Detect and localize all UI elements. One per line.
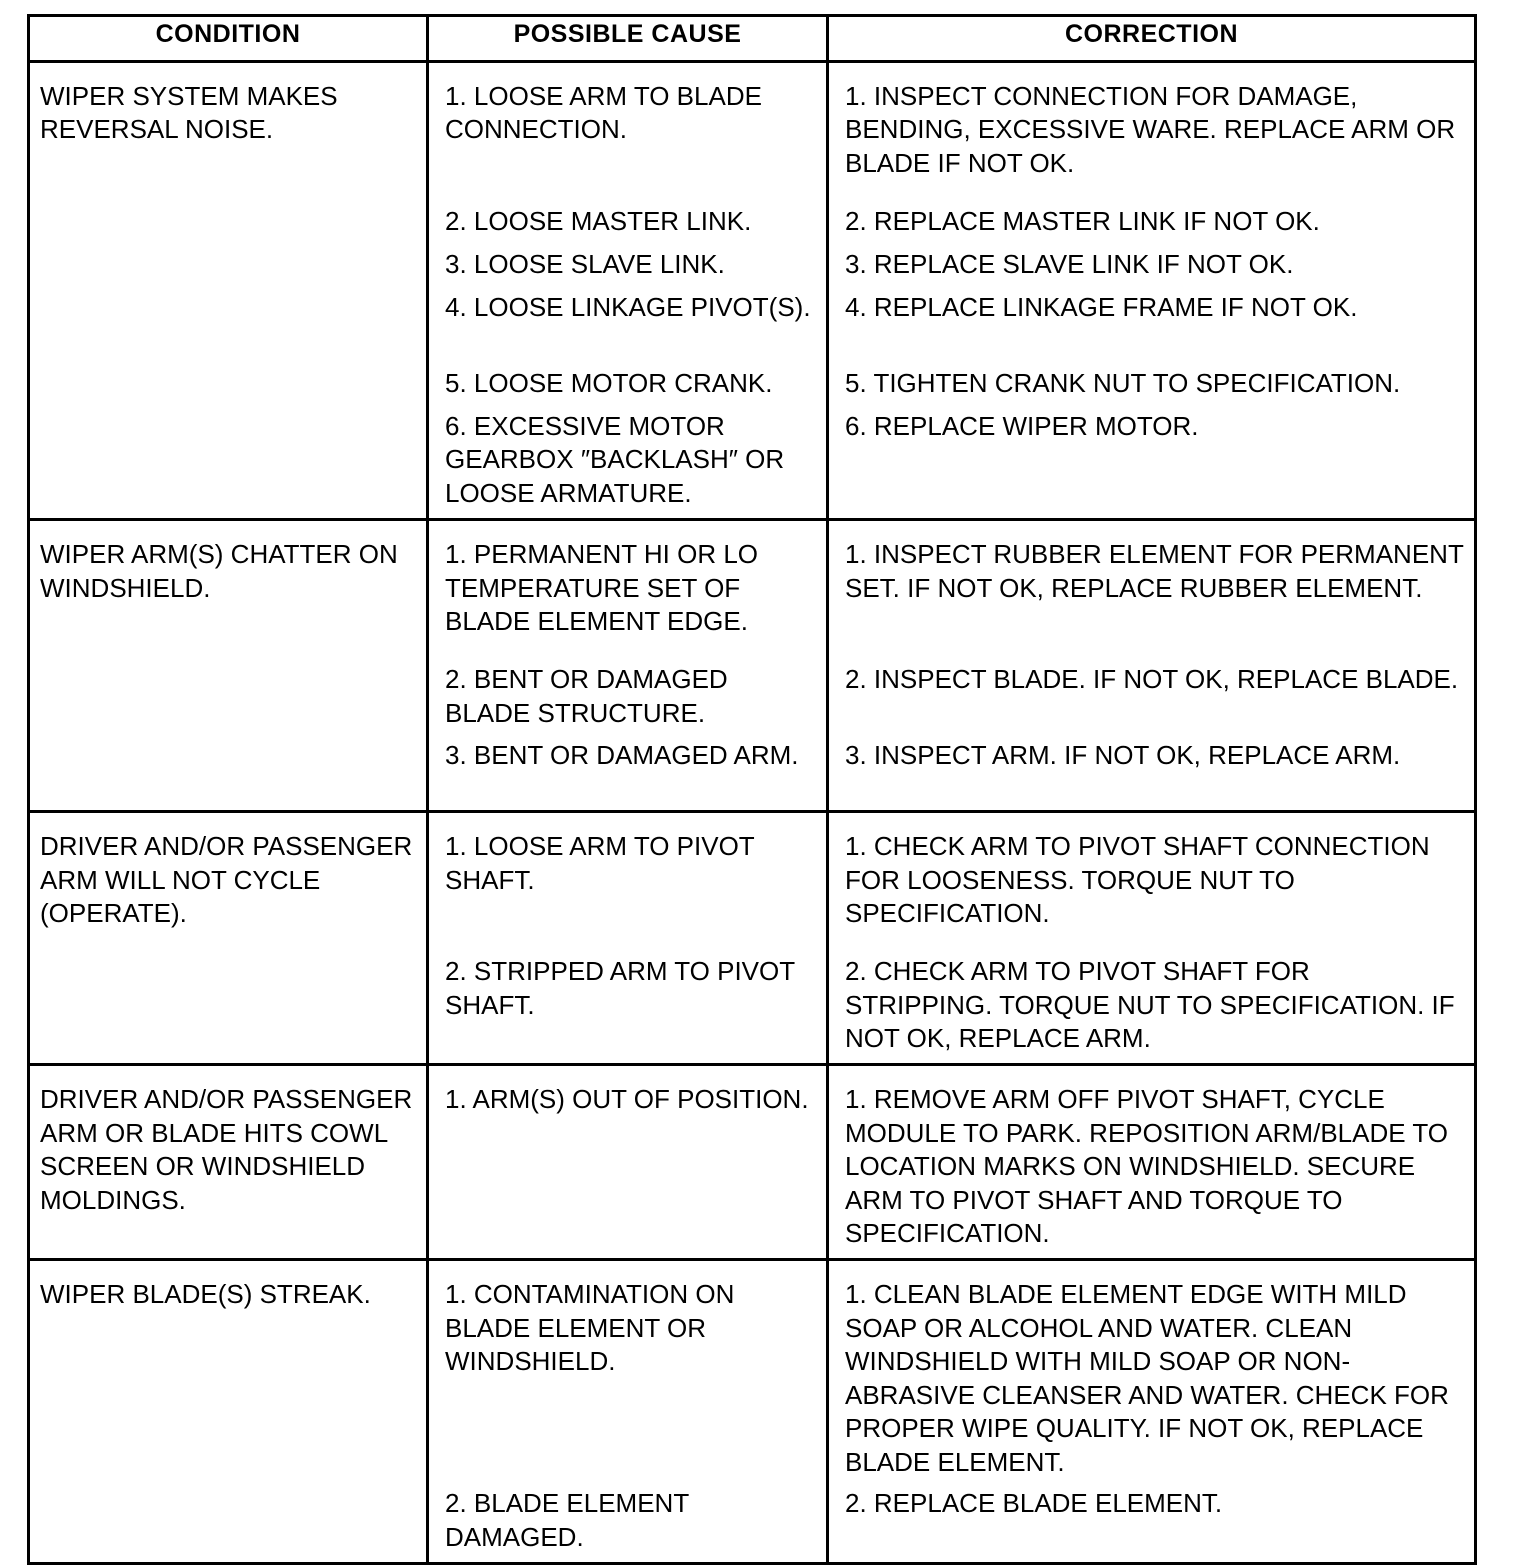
cause-item: 6. EXCESSIVE MOTOR GEARBOX ″BACKLASH″ OR LOOSE ARMATURE. [445, 411, 785, 508]
table-row [29, 62, 1476, 520]
diagnosis-table [27, 14, 1477, 1565]
cause-item: 1. PERMANENT HI OR LO TEMPERATURE SET OF BLADE ELEMENT EDGE. [445, 539, 759, 637]
correction-item: 2. INSPECT BLADE. IF NOT OK, REPLACE BLADE. [845, 664, 1459, 695]
table-row [29, 520, 1476, 812]
correction-cell [828, 520, 1476, 812]
condition-cell: DRIVER AND/OR PASSENGER ARM OR BLADE HITS COWL SCREEN OR WINDSHIELD MOLDINGS. [29, 1065, 428, 1260]
correction-item: 3. REPLACE SLAVE LINK IF NOT OK. [845, 249, 1294, 279]
correction-item: 2. CHECK ARM TO PIVOT SHAFT FOR STRIPPING. TORQUE NUT TO SPECIFICATION. IF NOT OK, REPLACE ARM. [845, 956, 1455, 1054]
condition-cell: DRIVER AND/OR PASSENGER ARM WILL NOT CYCLE (OPERATE). [29, 812, 428, 1065]
correction-cell [828, 62, 1476, 520]
cause-item: 3. LOOSE SLAVE LINK. [445, 249, 725, 279]
condition-cell: WIPER SYSTEM MAKES REVERSAL NOISE. [29, 62, 428, 520]
table-row [29, 1260, 1476, 1564]
cause-cell [428, 62, 828, 520]
cause-cell [428, 1260, 828, 1564]
cause-item: 5. LOOSE MOTOR CRANK. [445, 368, 773, 398]
header-row [29, 16, 1476, 62]
correction-cell [828, 812, 1476, 1065]
cause-item: 1. ARM(S) OUT OF POSITION. [445, 1084, 809, 1115]
correction-item: 6. REPLACE WIPER MOTOR. [845, 411, 1199, 441]
table-row [29, 812, 1476, 1065]
cause-item: 2. BLADE ELEMENT DAMAGED. [445, 1488, 689, 1552]
correction-item: 1. CHECK ARM TO PIVOT SHAFT CONNECTION FOR LOOSENESS. TORQUE NUT TO SPECIFICATION. [845, 831, 1430, 929]
correction-item: 1. INSPECT CONNECTION FOR DAMAGE, BENDING, EXCESSIVE WARE. REPLACE ARM OR BLADE IF NOT OK. [845, 81, 1456, 178]
correction-item: 5. TIGHTEN CRANK NUT TO SPECIFICATION. [845, 368, 1401, 398]
cause-item: 3. BENT OR DAMAGED ARM. [445, 740, 799, 771]
table-row [29, 1065, 1476, 1260]
correction-item: 1. INSPECT RUBBER ELEMENT FOR PERMANENT SET. IF NOT OK, REPLACE RUBBER ELEMENT. [845, 539, 1464, 603]
header-condition: CONDITION [29, 16, 428, 62]
correction-item: 2. REPLACE BLADE ELEMENT. [845, 1488, 1223, 1519]
cause-item: 1. LOOSE ARM TO BLADE CONNECTION. [445, 81, 762, 145]
cause-cell [428, 1065, 828, 1260]
correction-cell [828, 1260, 1476, 1564]
cause-item: 1. LOOSE ARM TO PIVOT SHAFT. [445, 831, 755, 895]
cause-cell [428, 520, 828, 812]
condition-cell: WIPER BLADE(S) STREAK. [29, 1260, 428, 1564]
correction-item: 2. REPLACE MASTER LINK IF NOT OK. [845, 206, 1320, 236]
correction-item: 1. REMOVE ARM OFF PIVOT SHAFT, CYCLE MODULE TO PARK. REPOSITION ARM/BLADE TO LOCATION MARKS ON WINDSHIELD. SECURE ARM TO PIVOT SHAFT AND TORQUE TO SPECIFICATION. [845, 1084, 1448, 1249]
cause-item: 1. CONTAMINATION ON BLADE ELEMENT OR WINDSHIELD. [445, 1279, 735, 1377]
cause-cell [428, 812, 828, 1065]
condition-cell: WIPER ARM(S) CHATTER ON WINDSHIELD. [29, 520, 428, 812]
correction-cell [828, 1065, 1476, 1260]
cause-item: 2. BENT OR DAMAGED BLADE STRUCTURE. [445, 664, 728, 728]
header-possible-cause: POSSIBLE CAUSE [428, 16, 828, 62]
cause-item: 2. STRIPPED ARM TO PIVOT SHAFT. [445, 956, 795, 1020]
cause-item: 4. LOOSE LINKAGE PIVOT(S). [445, 292, 811, 322]
header-correction: CORRECTION [828, 16, 1476, 62]
correction-item: 4. REPLACE LINKAGE FRAME IF NOT OK. [845, 292, 1358, 322]
correction-item: 1. CLEAN BLADE ELEMENT EDGE WITH MILD SOAP OR ALCOHOL AND WATER. CLEAN WINDSHIELD WITH MILD SOAP OR NON-ABRASIVE CLEANSER AND WATER. CHECK FOR PROPER WIPE QUALITY. IF NOT OK, REPLACE BLADE ELEMENT. [845, 1279, 1449, 1477]
cause-item: 2. LOOSE MASTER LINK. [445, 206, 752, 236]
correction-item: 3. INSPECT ARM. IF NOT OK, REPLACE ARM. [845, 740, 1401, 771]
